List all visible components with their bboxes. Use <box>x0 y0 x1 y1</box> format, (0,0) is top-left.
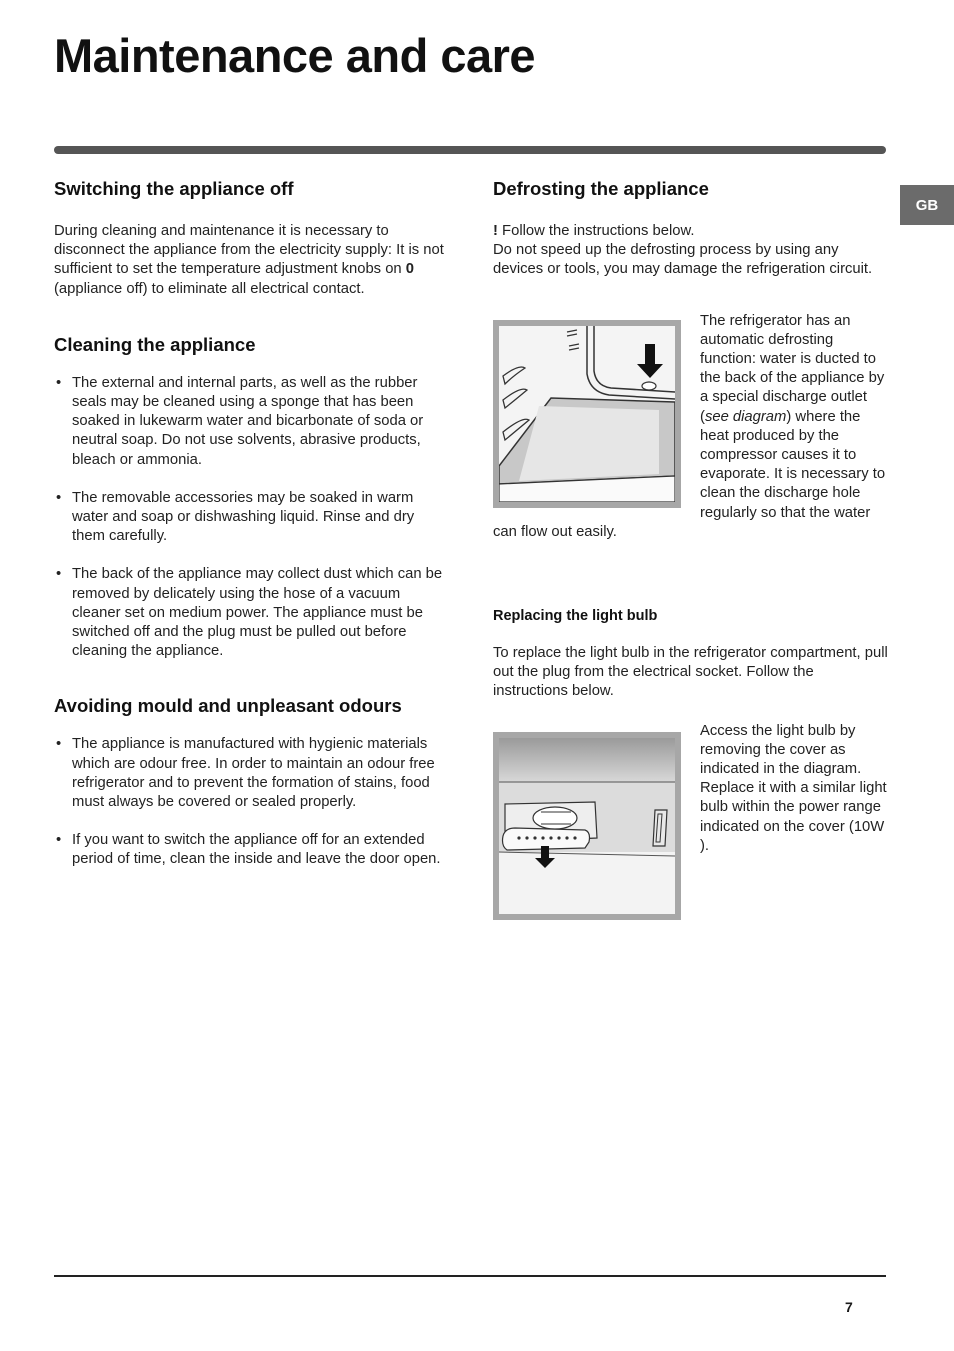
light-bulb-description: Access the light bulb by removing the cover as indicated in the diagram. Replace it with a similar light bulb within the power range indicated on the cover (10W ). <box>700 722 887 854</box>
mould-heading: Avoiding mould and unpleasant odours <box>54 695 402 717</box>
cleaning-list <box>54 374 449 662</box>
list-item: • The appliance is manufactured with hygienic materials which are odour free. In order to maintain an odour free refrigerator and to prevent the formation of stains, food must always be covered or sealed properly. <box>54 735 449 812</box>
defrosting-block <box>493 312 888 542</box>
light-bulb-heading: Replacing the light bulb <box>493 608 658 625</box>
language-tab: GB <box>900 185 954 225</box>
light-bulb-diagram <box>493 732 681 920</box>
left-column <box>54 178 449 870</box>
defrosting-heading: Defrosting the appliance <box>493 178 709 199</box>
list-item: • The removable accessories may be soaked in warm water and soap or dishwashing liquid. Rinse and dry them carefully. <box>54 489 449 547</box>
light-bulb-block <box>493 722 888 856</box>
list-item: • The back of the appliance may collect dust which can be removed by delicately using the hose of a vacuum cleaner set on medium power. The appliance must be switched off and the plug must be pulled out before cleaning the appliance. <box>54 565 449 661</box>
right-column <box>493 178 888 920</box>
list-item: • If you want to switch the appliance off for an extended period of time, clean the inside and leave the door open. <box>54 831 449 869</box>
light-bulb-intro: To replace the light bulb in the refrigerator compartment, pull out the plug from the electrical socket. Follow the instructions below. <box>493 645 888 700</box>
defrosting-intro: Do not speed up the defrosting process by using any devices or tools, you may damage the refrigeration circuit. <box>493 242 873 278</box>
switching-off-heading: Switching the appliance off <box>54 178 294 199</box>
bottom-divider <box>54 1275 886 1277</box>
top-divider <box>54 146 886 154</box>
switching-off-text: During cleaning and maintenance it is necessary to disconnect the appliance from the electricity supply: It is not sufficient to set the temperature adjustment knobs on 0 (appliance off) to eliminate all electrical contact. <box>54 223 444 297</box>
mould-list <box>54 735 449 869</box>
list-item: • The external and internal parts, as well as the rubber seals may be cleaned using a sponge that has been soaked in lukewarm water and bicarbonate of soda or neutral soap. Do not use solvents, abrasive products, bleach or ammonia. <box>54 374 449 470</box>
warning-mark: ! <box>493 223 498 239</box>
defrosting-warning: ! Follow the instructions below. <box>493 223 695 239</box>
page-number: 7 <box>845 1299 853 1315</box>
cleaning-heading: Cleaning the appliance <box>54 333 256 355</box>
page-title: Maintenance and care <box>54 29 536 82</box>
defrost-diagram <box>493 320 681 508</box>
defrosting-description: The refrigerator has an automatic defrosting function: water is ducted to the back of the appliance by a special discharge outlet (see diagram) where the heat produced by the compressor causes it to evaporate. It is necessary to clean the discharge hole regularly so that the water can flow out easily. <box>493 312 886 540</box>
